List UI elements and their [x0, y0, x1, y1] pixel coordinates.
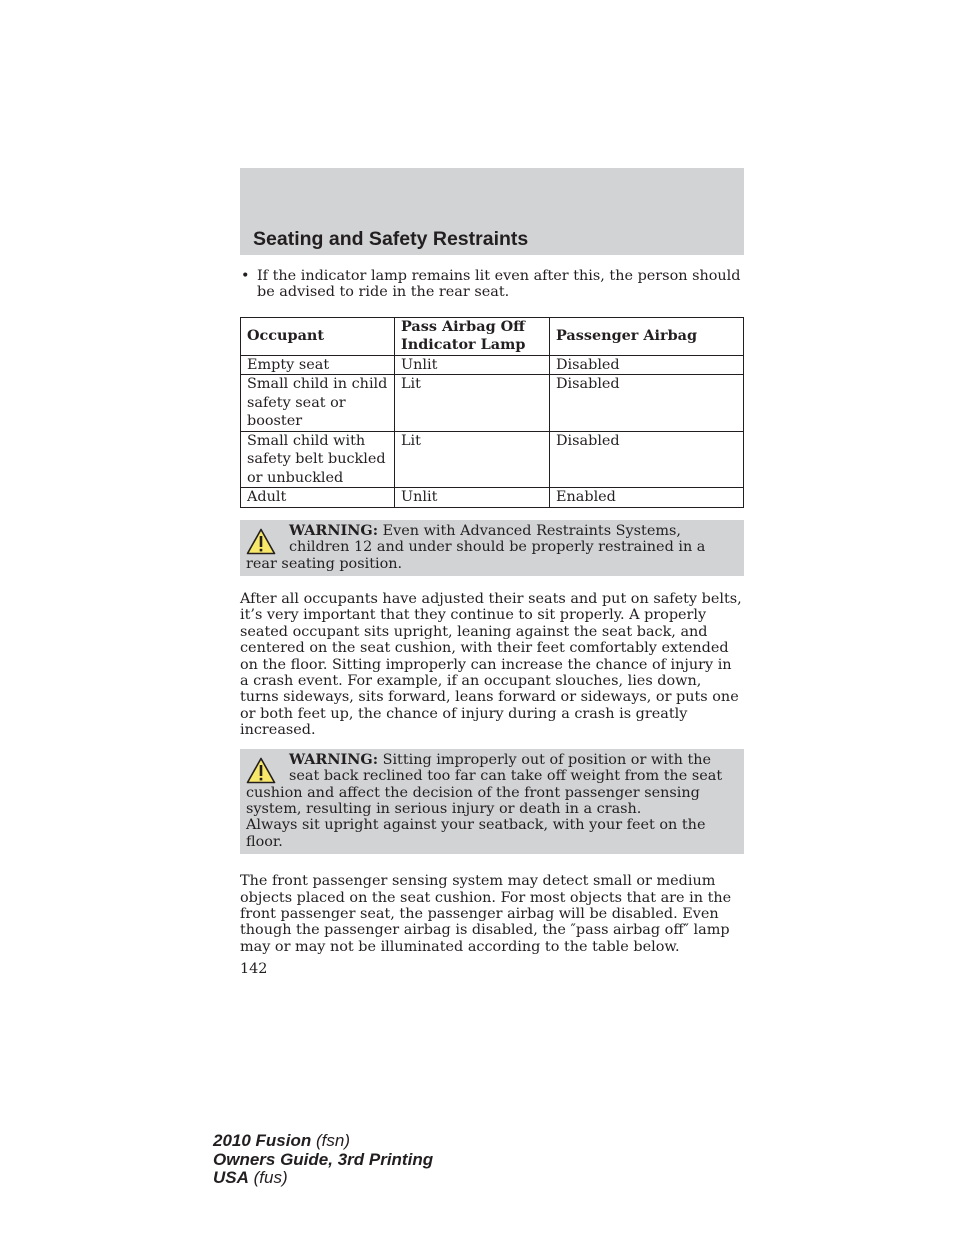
body-paragraph-posture: After all occupants have adjusted their seats and put on safety belts, it’s very important that they continue to sit properly. A properly seated occupant sits upright, leaning against the seat back, and centered on the seat cushion, with their feet comfortably extended on the floor. Sitting improperly can increase the chance of injury in a crash event. For example, if an occupant slouches, lies down, turns sideways, sits forward, leans forward or sideways, or puts one or both feet up, the chance of injury during a crash is greatly increased.: [240, 591, 742, 739]
body-paragraph-sensing: The front passenger sensing system may detect small or medium objects placed on the seat cushion. For most objects that are in the front passenger seat, the passenger airbag will be disabled. Even though the passenger airbag is disabled, the ″pass airbag off″ lamp may or may not be illuminated according to the table below.: [240, 873, 732, 955]
table-header-row: [241, 317, 744, 355]
table-header-occupant: Occupant: [241, 317, 395, 355]
warning-box-children: [240, 520, 744, 576]
table-row: [241, 431, 744, 488]
table-row: [241, 375, 744, 432]
footer-model-code: (fsn): [311, 1131, 350, 1150]
table-header-indicator-lamp: Pass Airbag Off Indicator Lamp: [395, 317, 550, 355]
table-cell: Lit: [395, 375, 550, 432]
table-cell: Disabled: [550, 355, 744, 375]
table-cell: Empty seat: [241, 355, 395, 375]
table-cell: Disabled: [550, 431, 744, 488]
section-title: Seating and Safety Restraints: [253, 228, 529, 250]
footer-model: 2010 Fusion: [213, 1131, 312, 1150]
warning-label: WARNING:: [289, 750, 379, 768]
page-content: [240, 268, 744, 955]
footer-guide-edition: Owners Guide, 3rd Printing: [213, 1149, 434, 1169]
warning-triangle-icon: [246, 757, 276, 784]
table-cell: Small child with safety belt buckled or unbuckled: [241, 431, 395, 488]
table-cell: Adult: [241, 488, 395, 508]
page-number: 142: [240, 961, 268, 977]
table-row: [241, 355, 744, 375]
bullet-marker: •: [241, 268, 250, 284]
warning-triangle-icon: [246, 528, 276, 555]
document-footer: [213, 1132, 433, 1188]
table-cell: Unlit: [395, 488, 550, 508]
bullet-text: If the indicator lamp remains lit even after this, the person should be advised to ride in the rear seat.: [257, 268, 741, 301]
table-cell: Small child in child safety seat or booster: [241, 375, 395, 432]
warning-text: Sitting improperly out of position or with the seat back reclined too far can take off weight from the seat cushion and affect the decision of the front passenger sensing system, resulting in serious injury or death in a crash.: [246, 751, 723, 817]
warning-label: WARNING:: [289, 521, 379, 539]
table-header-passenger-airbag: Passenger Airbag: [550, 317, 744, 355]
bullet-item: [240, 268, 744, 301]
airbag-status-table: [240, 317, 744, 508]
footer-market-code: (fus): [248, 1168, 288, 1187]
section-header-band: [240, 168, 744, 255]
table-cell: Enabled: [550, 488, 744, 508]
table-cell: Unlit: [395, 355, 550, 375]
warning-box-posture: [240, 749, 744, 854]
footer-market: USA: [213, 1168, 249, 1187]
warning-text: Even with Advanced Restraints Systems, children 12 and under should be properly restrained in a rear seating position.: [246, 522, 706, 572]
table-cell: Disabled: [550, 375, 744, 432]
warning-text-secondary: Always sit upright against your seatback, with your feet on the floor.: [246, 817, 706, 850]
table-row: [241, 488, 744, 508]
table-cell: Lit: [395, 431, 550, 488]
